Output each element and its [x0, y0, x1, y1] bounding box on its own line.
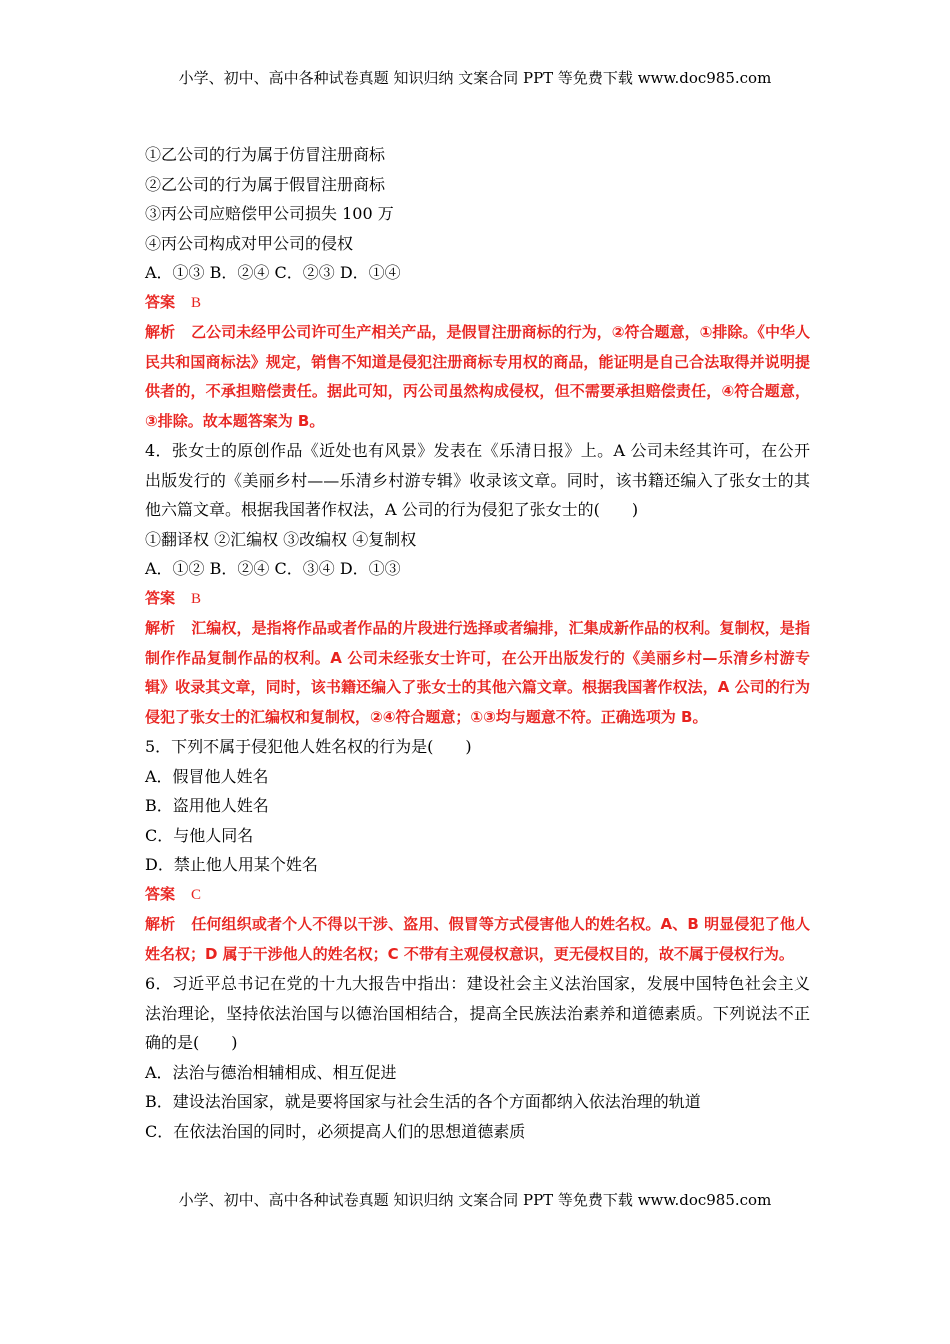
answer-value: C [191, 886, 202, 903]
q3-option-4: ④丙公司构成对甲公司的侵权 [145, 233, 354, 253]
q6-option-b: B．建设法治国家，就是要将国家与社会生活的各个方面都纳入依法治理的轨道 [145, 1092, 701, 1111]
q5-option-b: B．盗用他人姓名 [145, 796, 269, 815]
q4-choices: A．①② B．②④ C．③④ D．①③ [145, 559, 401, 578]
analysis-label: 解析 [145, 915, 176, 933]
answer-value: B [191, 294, 202, 311]
answer-label: 答案 [145, 588, 176, 607]
q4-options: ①翻译权 ②汇编权 ③改编权 ④复制权 [145, 529, 417, 549]
q3-answer [145, 288, 810, 319]
q5-option-c: C．与他人同名 [145, 825, 254, 845]
q3-option-3: ③丙公司应赔偿甲公司损失 100 万 [145, 204, 394, 223]
page-header: 小学、初中、高中各种试卷真题 知识归纳 文案合同 PPT 等免费下载 www.doc985.com [178, 69, 772, 87]
q3-option-1: ①乙公司的行为属于仿冒注册商标 [145, 145, 386, 164]
analysis-text: 任何组织或者个人不得以干涉、盗用、假冒等方式侵害他人的姓名权。A、B 明显侵犯了他人姓名权；D 属于干涉他人的姓名权；C 不带有主观侵权意识，更无侵权目的，故不属于侵权行为。 [145, 915, 810, 963]
q6-stem: 6．习近平总书记在党的十九大报告中指出：建设社会主义法治国家，发展中国特色社会主义法治理论，坚持依法治国与以德治国相结合，提高全民族法治素养和道德素质。下列说法不正确的是( ) [145, 974, 810, 1052]
q5-answer [145, 880, 810, 911]
q5-option-d: D．禁止他人用某个姓名 [145, 855, 318, 874]
q5-option-a: A．假冒他人姓名 [145, 766, 269, 786]
answer-label: 答案 [145, 884, 176, 903]
q3-analysis [145, 318, 810, 436]
q6-option-a: A．法治与德治相辅相成、相互促进 [145, 1062, 397, 1082]
analysis-label: 解析 [145, 323, 176, 341]
q6-option-c: C．在依法治国的同时，必须提高人们的思想道德素质 [145, 1121, 526, 1141]
q4-answer [145, 584, 810, 615]
q3-choices: A．①③ B．②④ C．②③ D．①④ [145, 263, 401, 282]
q3-option-2: ②乙公司的行为属于假冒注册商标 [145, 174, 386, 194]
analysis-text: 乙公司未经甲公司许可生产相关产品，是假冒注册商标的行为，②符合题意，①排除。《中华人民共和国商标法》规定，销售不知道是侵犯注册商标专用权的商品，能证明是自己合法取得并说明提供者的，不承担赔偿责任。据此可知，丙公司虽然构成侵权，但不需要承担赔偿责任，④符合题意，③排除。故本题答案为 B。 [145, 323, 810, 430]
q4-stem: 4．张女士的原创作品《近处也有风景》发表在《乐清日报》上。A 公司未经其许可，在公开出版发行的《美丽乡村——乐清乡村游专辑》收录该文章。同时，该书籍还编入了张女士的其他六篇文章。根据我国著作权法，A 公司的行为侵犯了张女士的( ) [145, 441, 810, 519]
q4-analysis [145, 614, 810, 732]
page-footer: 小学、初中、高中各种试卷真题 知识归纳 文案合同 PPT 等免费下载 www.doc985.com [178, 1191, 772, 1209]
answer-value: B [191, 590, 202, 607]
analysis-label: 解析 [145, 619, 176, 637]
answer-label: 答案 [145, 292, 176, 311]
q5-analysis [145, 910, 810, 969]
analysis-text: 汇编权，是指将作品或者作品的片段进行选择或者编排，汇集成新作品的权利。复制权，是指制作作品复制作品的权利。A 公司未经张女士许可，在公开出版发行的《美丽乡村—乐清乡村游专辑》收录其文章，同时，该书籍还编入了张女士的其他六篇文章。根据我国著作权法，A 公司的行为侵犯了张女士的汇编权和复制权，②④符合题意；①③均与题意不符。正确选项为 B。 [145, 619, 810, 726]
q5-stem: 5．下列不属于侵犯他人姓名权的行为是( ) [145, 737, 472, 756]
document-body [145, 140, 810, 1146]
